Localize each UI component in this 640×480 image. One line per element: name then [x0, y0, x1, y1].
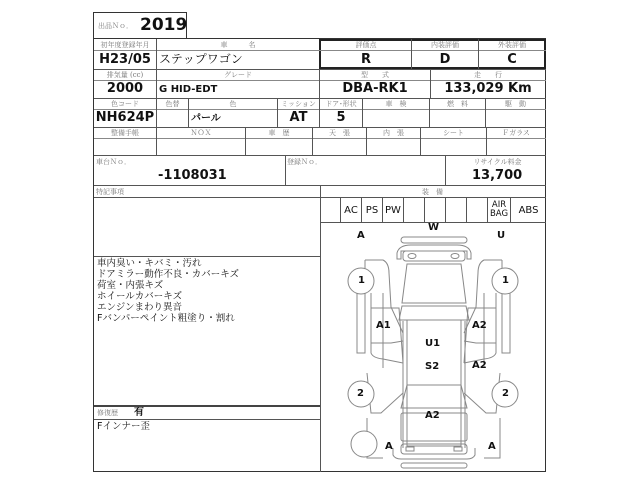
- grid-line: [362, 98, 363, 127]
- repair-line: Fインナー歪: [97, 421, 150, 432]
- grid-line: [156, 39, 157, 98]
- grid-line: [94, 80, 546, 81]
- mark-roof-rear: S2: [425, 361, 440, 372]
- exterior-label: 外装評価: [498, 41, 526, 49]
- color-value: パール: [191, 113, 221, 124]
- equipment-item-pw: PW: [383, 198, 404, 223]
- remark-line: ドアミラー動作不良・カバーキズ: [97, 269, 240, 280]
- grid-line: [366, 127, 367, 155]
- mark-right-rear-door: A2: [472, 360, 487, 371]
- remark-line: エンジンまわり異音: [97, 302, 183, 313]
- grid-line: [245, 127, 246, 155]
- mark-right-front-door: A2: [472, 320, 487, 331]
- model-value: DBA-RK1: [342, 81, 408, 96]
- grade-value: G HID-EDT: [159, 84, 218, 95]
- grid-line: [420, 127, 421, 155]
- grade-label: グレード: [224, 71, 252, 79]
- remark-line: 車内臭い・キバミ・汚れ: [97, 258, 202, 269]
- grid-line: [411, 39, 412, 69]
- lot-number-label: 出品Ｎｏ．: [98, 22, 133, 30]
- equipment-item-blank: [404, 198, 425, 223]
- color-code-label: 色コード: [111, 100, 139, 108]
- color-code-value: NH624P: [95, 110, 155, 125]
- car-name-label: 車 名: [220, 41, 256, 49]
- mileage-value: 133,029 Km: [444, 81, 532, 96]
- f-glass-label: Ｆガラス: [502, 129, 530, 137]
- grid-line: [429, 98, 430, 127]
- transmission-label: ミッション: [281, 100, 316, 108]
- equipment-item-blank: [320, 198, 341, 223]
- interior-label: 内装評価: [431, 41, 459, 49]
- remarks-list: [97, 258, 317, 324]
- mark-tailgate: A2: [425, 410, 440, 421]
- remark-line: ホイールカバーキズ: [97, 291, 183, 302]
- remark-line: 荷室・内張キズ: [97, 280, 164, 291]
- doors-value: 5: [336, 110, 346, 125]
- interior-value: D: [439, 52, 451, 67]
- mark-left-front-door: A1: [376, 320, 391, 331]
- mark-rear-left-wheel: 2: [357, 388, 364, 399]
- equipment-label: 装 備: [422, 188, 443, 196]
- grid-line: [94, 155, 546, 156]
- grid-line: [478, 39, 479, 69]
- displacement-value: 2000: [106, 81, 144, 96]
- grid-line: [319, 69, 320, 127]
- mark-rear-right-corner: A: [488, 441, 496, 452]
- mark-roof-front: U1: [425, 338, 441, 349]
- grid-line: [94, 405, 320, 407]
- doors-label: ドア･形状: [325, 100, 357, 108]
- mileage-label: 走 行: [474, 71, 502, 79]
- repair-value: 有: [134, 407, 144, 418]
- equipment-item-abs: ABS: [518, 205, 539, 216]
- repair-label: 修復歴: [97, 409, 118, 417]
- first-reg-value: H23/05: [99, 52, 151, 67]
- grid-line: [312, 127, 313, 155]
- mark-windshield: W: [428, 222, 440, 233]
- equipment-row: [320, 198, 546, 223]
- score-label: 評価点: [355, 41, 377, 49]
- mark-rear-right-wheel: 2: [502, 388, 509, 399]
- mark-front-right-corner: U: [497, 230, 506, 241]
- equipment-item-ps: PS: [362, 198, 383, 223]
- first-reg-label: 初年度登録年月: [100, 41, 150, 49]
- grid-line: [94, 98, 546, 99]
- grid-line: [430, 69, 431, 98]
- grid-line: [486, 127, 487, 155]
- car-name-value: ステップワゴン: [159, 52, 243, 66]
- remark-line: Fバンパーペイント粗塗り・割れ: [97, 313, 235, 324]
- chassis-label: 車台Ｎｏ．: [96, 158, 131, 166]
- grid-line: [188, 98, 189, 127]
- drive-label: 駆 動: [505, 100, 526, 108]
- transmission-value: AT: [289, 110, 308, 125]
- grid-line: [285, 155, 286, 185]
- seat-label: シート: [443, 129, 464, 137]
- recycle-value: 13,700: [472, 168, 523, 183]
- exterior-value: C: [507, 52, 517, 67]
- nox-label: ＮＯＸ: [190, 129, 212, 137]
- lot-number: 2019: [140, 15, 188, 35]
- maintenance-label: 整備手帳: [111, 129, 139, 137]
- lot-number-box: [93, 12, 187, 38]
- remarks-label: 特記事項: [96, 188, 124, 196]
- equipment-item-blank: [446, 198, 467, 223]
- grid-line: [485, 98, 486, 127]
- equipment-item-ac: AC: [341, 198, 362, 223]
- displacement-label: 排気量 (cc): [106, 71, 144, 79]
- inspection-label: 車 検: [385, 100, 407, 108]
- grid-line: [445, 155, 446, 185]
- equipment-item-airbag: AIR BAG: [488, 198, 511, 223]
- mark-front-right-wheel: 1: [502, 275, 509, 286]
- model-label: 型 式: [361, 71, 389, 79]
- grid-line: [277, 98, 278, 127]
- grid-line: [94, 69, 546, 70]
- history-label: 車 歴: [268, 129, 290, 137]
- mark-front-left-corner: A: [357, 230, 365, 241]
- grid-line: [94, 127, 546, 128]
- registration-label: 登録Ｎｏ．: [287, 158, 322, 166]
- interior-trim-label: 内 張: [383, 129, 404, 137]
- chassis-value: -1108031: [158, 168, 227, 183]
- mark-front-left-wheel: 1: [358, 275, 365, 286]
- recycle-label: リサイクル料金: [473, 158, 522, 166]
- fuel-label: 燃 料: [447, 100, 468, 108]
- mark-rear-left-corner: A: [385, 441, 393, 452]
- grid-line: [94, 419, 320, 420]
- grid-line: [94, 256, 320, 257]
- score-value: R: [360, 52, 371, 67]
- color-label: 色: [229, 100, 237, 108]
- roof-label: 天 張: [329, 129, 350, 137]
- grid-line: [94, 138, 546, 139]
- color-change-label: 色替: [165, 100, 180, 108]
- equipment-item-blank: [425, 198, 446, 223]
- grid-line: [94, 109, 546, 110]
- equipment-item-blank: [467, 198, 488, 223]
- grid-line: [156, 98, 157, 155]
